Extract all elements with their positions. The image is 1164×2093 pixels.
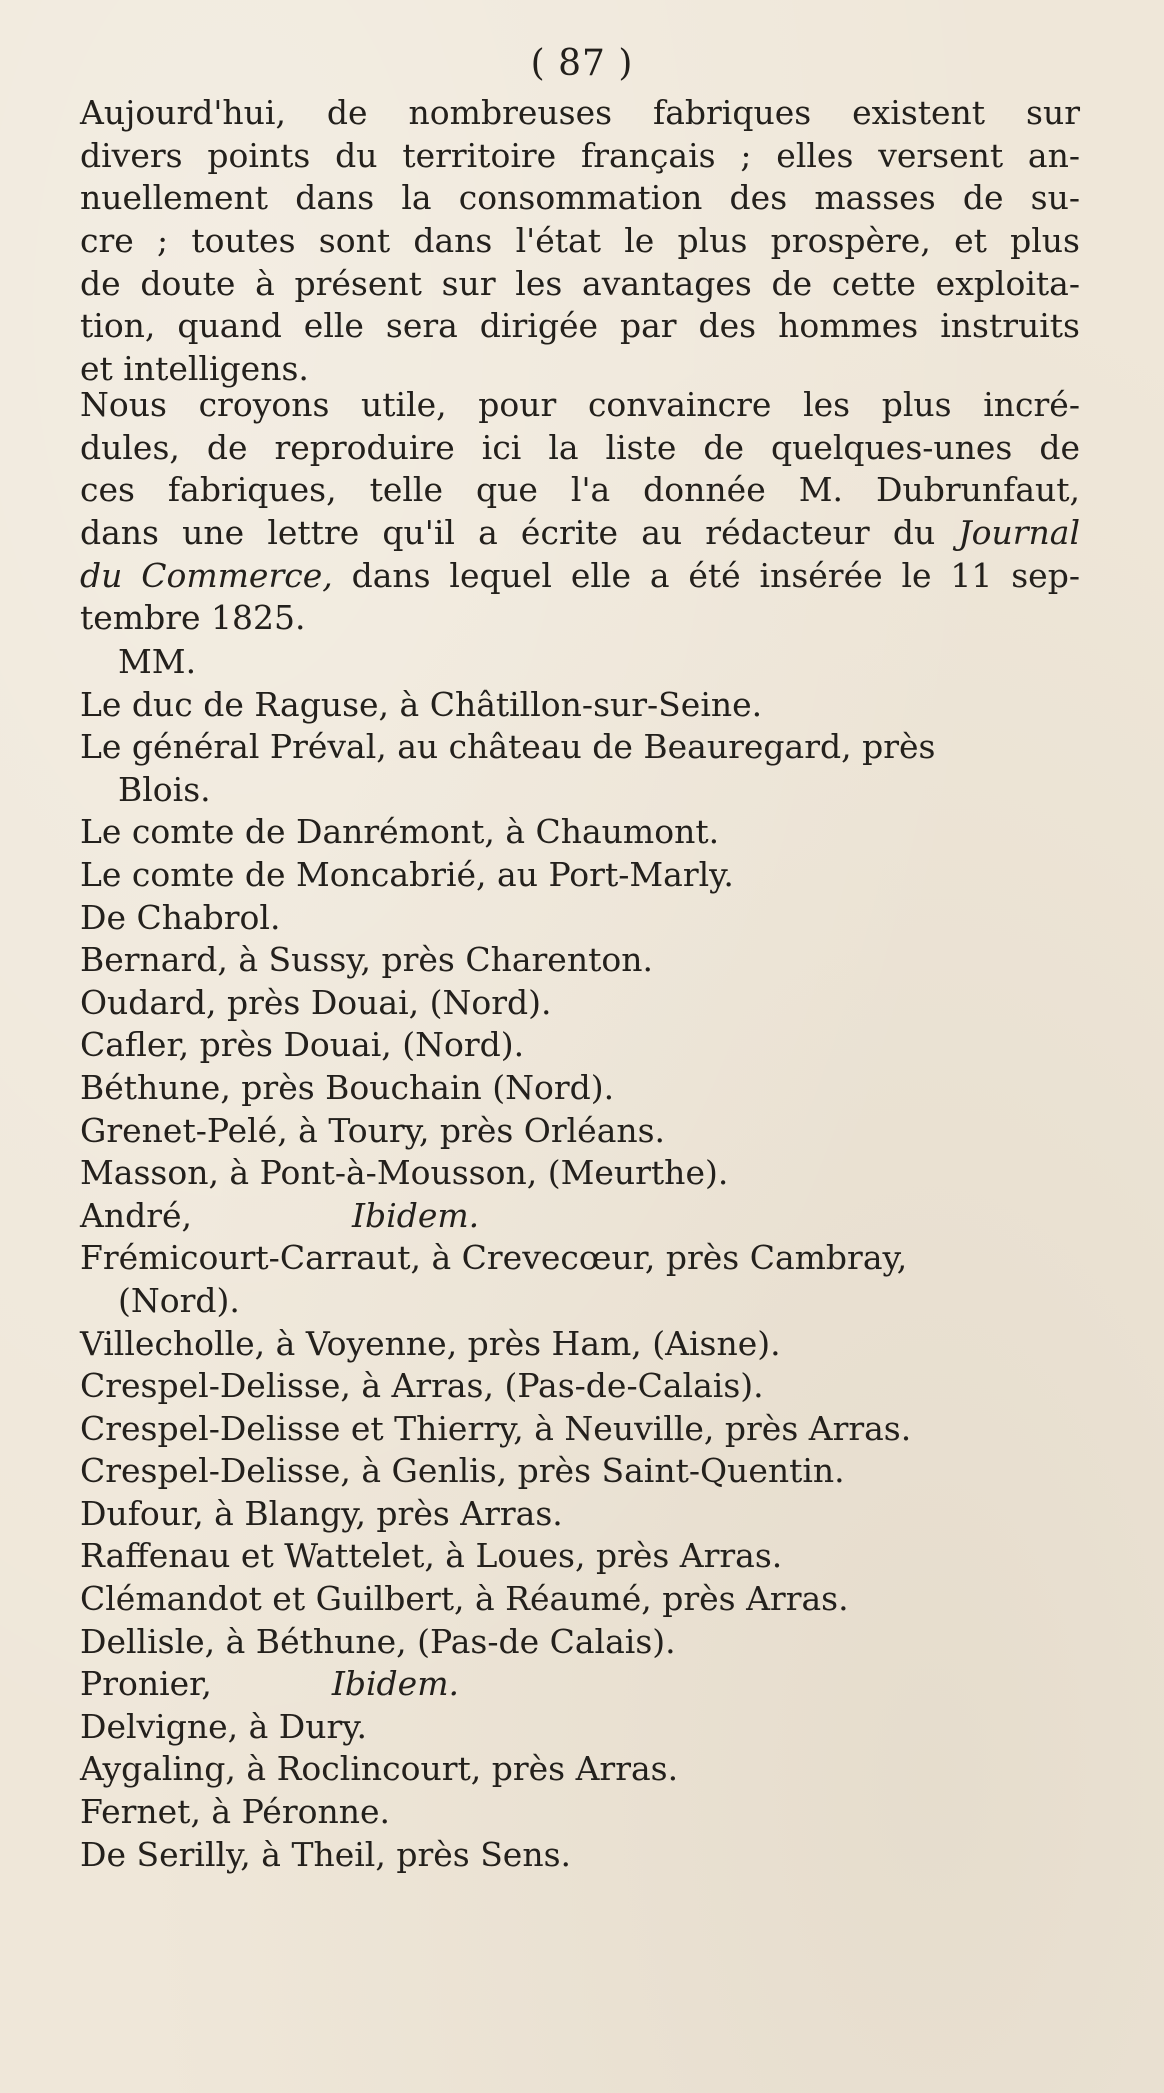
paragraph-2	[80, 384, 1080, 640]
list-item-continuation: (Nord).	[118, 1280, 240, 1320]
text-line: tembre 1825.	[80, 598, 306, 638]
text-segment: dans lequel elle a été insérée le 11 sep-	[332, 555, 1080, 595]
text-line: et intelligens.	[80, 349, 309, 389]
list-item: Le duc de Raguse, à Châtillon-sur-Seine.	[80, 684, 763, 724]
journal-title-italic: Journal	[958, 513, 1080, 553]
text-line: divers points du territoire français ; elles versent an-	[80, 135, 1080, 175]
list-item: Grenet-Pelé, à Toury, près Orléans.	[80, 1110, 666, 1150]
text-line: dules, de reproduire ici la liste de quelques-unes de	[80, 427, 1080, 467]
list-item: Crespel-Delisse, à Genlis, près Saint-Quentin.	[80, 1451, 845, 1491]
text-line	[80, 512, 1080, 555]
list-item: Raffenau et Wattelet, à Loues, près Arras.	[80, 1536, 783, 1576]
journal-title-italic: du Commerce,	[80, 555, 333, 595]
list-item: De Chabrol.	[80, 897, 281, 937]
list-item: Fernet, à Péronne.	[80, 1792, 391, 1832]
list-item: Dufour, à Blangy, près Arras.	[80, 1493, 563, 1533]
list-item: Crespel-Delisse, à Arras, (Pas-de-Calais).	[80, 1366, 764, 1406]
list-item: Masson, à Pont-à-Mousson, (Meurthe).	[80, 1153, 729, 1193]
page-number: ( 87 )	[530, 43, 634, 84]
list-item: Clémandot et Guilbert, à Réaumé, près Arras.	[80, 1579, 849, 1619]
list-item: Le comte de Danrémont, à Chaumont.	[80, 812, 720, 852]
text-line: Nous croyons utile, pour convaincre les plus incré-	[80, 385, 1080, 424]
list-salutation: MM.	[118, 642, 197, 681]
paragraph-1	[80, 92, 1080, 391]
list-item: Dellisle, à Béthune, (Pas-de Calais).	[80, 1621, 676, 1661]
list-item	[80, 1195, 1080, 1238]
text-line: tion, quand elle sera dirigée par des hommes instruits	[80, 306, 1080, 346]
list-item: Crespel-Delisse et Thierry, à Neuville, près Arras.	[80, 1408, 912, 1448]
list-item: Le comte de Moncabrié, au Port-Marly.	[80, 854, 734, 894]
text-segment: dans une lettre qu'il a écrite au rédacteur du	[80, 513, 959, 553]
text-line: de doute à présent sur les avantages de cette exploita-	[80, 263, 1080, 303]
list-item: Cafler, près Douai, (Nord).	[80, 1025, 525, 1065]
ibidem-italic: Ibidem.	[331, 1664, 459, 1704]
list-item: Aygaling, à Roclincourt, près Arras.	[80, 1749, 679, 1789]
list-item-continuation: Blois.	[118, 769, 211, 809]
text-line: Aujourd'hui, de nombreuses fabriques existent sur	[80, 93, 1080, 132]
list-item: Bernard, à Sussy, près Charenton.	[80, 940, 653, 980]
list-item: Le général Préval, au château de Beauregard, près	[80, 727, 936, 767]
list-item: Villecholle, à Voyenne, près Ham, (Aisne).	[80, 1323, 781, 1363]
list-item-name: André,	[80, 1195, 193, 1235]
list-item: Béthune, près Bouchain (Nord).	[80, 1067, 615, 1107]
factory-list	[80, 641, 1080, 1876]
text-line: cre ; toutes sont dans l'état le plus prospère, et plus	[80, 221, 1080, 261]
text-line	[80, 555, 1080, 598]
list-item	[80, 1663, 1080, 1706]
ibidem-italic: Ibidem.	[352, 1195, 480, 1235]
list-item: Delvigne, à Dury.	[80, 1706, 368, 1746]
text-line: ces fabriques, telle que l'a donnée M. Dubrunfaut,	[80, 470, 1080, 510]
list-item: De Serilly, à Theil, près Sens.	[80, 1834, 572, 1874]
text-line: nuellement dans la consommation des masses de su-	[80, 178, 1080, 218]
list-item-name: Pronier,	[80, 1664, 212, 1704]
list-item: Frémicourt-Carraut, à Crevecœur, près Cambray,	[80, 1238, 908, 1278]
list-item: Oudard, près Douai, (Nord).	[80, 982, 552, 1022]
